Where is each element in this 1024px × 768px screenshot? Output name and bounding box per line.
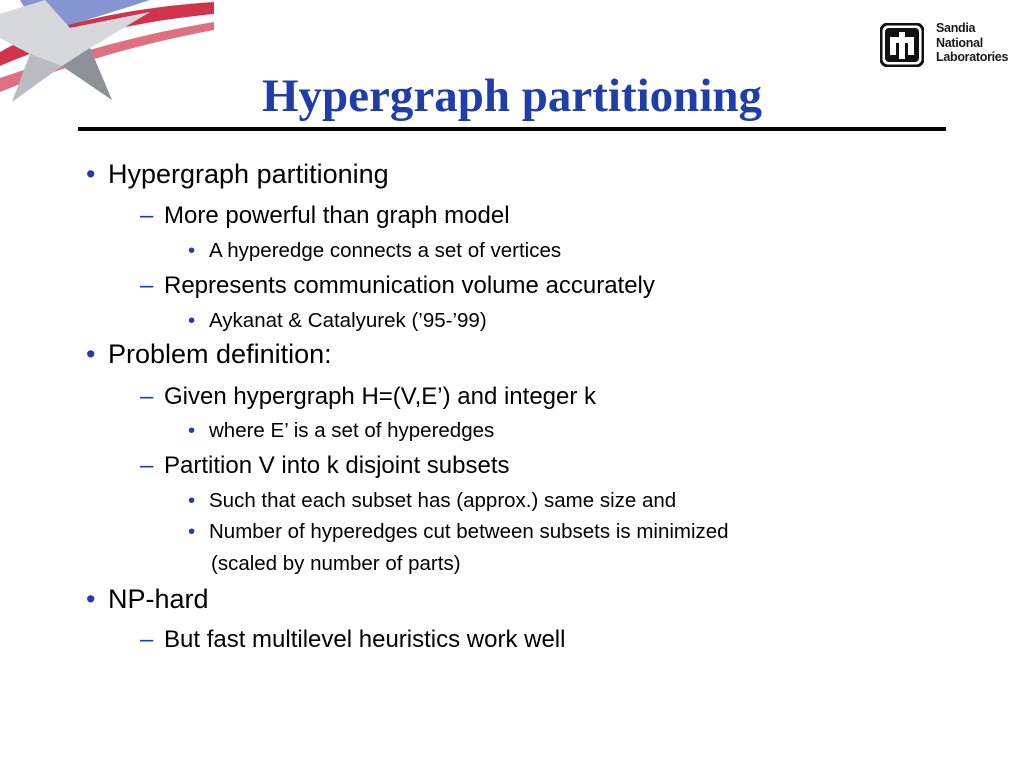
sub-bullet-item: [140, 626, 565, 654]
bullet-marker: •: [188, 239, 196, 262]
title-divider: [78, 127, 946, 131]
bullet-item: [86, 339, 332, 370]
bullet-item: [86, 159, 389, 190]
sub-bullet-item: [140, 452, 510, 480]
bullet-continuation: [211, 552, 461, 576]
sub-sub-bullet-item: [188, 419, 494, 443]
bullet-text: where E’ is a set of hyperedges: [209, 419, 495, 442]
sub-bullet-item: [140, 272, 655, 300]
bullet-marker: •: [188, 419, 196, 442]
bullet-marker: •: [86, 159, 96, 189]
sub-sub-bullet-item: [188, 239, 561, 263]
bullet-text: Such that each subset has (approx.) same size and: [209, 489, 677, 512]
logo-line-1: Sandia: [936, 21, 976, 35]
slide-title: Hypergraph partitioning: [261, 70, 763, 122]
sub-sub-bullet-item: [188, 309, 487, 333]
bullet-text: Represents communication volume accurately: [164, 272, 655, 299]
bullet-text: Aykanat & Catalyurek (’95-’99): [209, 309, 487, 332]
bullet-text: NP-hard: [108, 584, 209, 614]
bullet-item: [86, 584, 209, 615]
bullet-marker: •: [188, 520, 196, 543]
sub-sub-bullet-item: [188, 489, 676, 513]
logo-line-3: Laboratories: [936, 50, 1009, 64]
bullet-marker: •: [188, 489, 196, 512]
dash-marker: –: [140, 272, 154, 299]
bullet-marker: •: [86, 584, 96, 614]
bullet-text: A hyperedge connects a set of vertices: [209, 239, 562, 262]
sandia-thunderbird-icon: [880, 23, 924, 67]
bullet-marker: •: [86, 339, 96, 369]
bullet-text: Partition V into k disjoint subsets: [164, 452, 510, 479]
bullet-text: But fast multilevel heuristics work well: [164, 626, 566, 653]
bullet-text: Hypergraph partitioning: [108, 159, 389, 189]
dash-marker: –: [140, 452, 154, 479]
bullet-text: More powerful than graph model: [164, 202, 510, 229]
dash-marker: –: [140, 383, 154, 410]
dash-marker: –: [140, 202, 154, 229]
sandia-logo: [880, 20, 1008, 70]
bullet-text: Problem definition:: [108, 339, 332, 369]
bullet-text: Number of hyperedges cut between subsets is minimized: [209, 520, 729, 543]
bullet-text: Given hypergraph H=(V,E’) and integer k: [164, 383, 597, 410]
bullet-marker: •: [188, 309, 196, 332]
logo-line-2: National: [936, 35, 983, 50]
sub-bullet-item: [140, 383, 596, 411]
bullet-text: (scaled by number of parts): [211, 552, 461, 575]
logo-wordmark: [936, 21, 1008, 65]
sub-bullet-item: [140, 202, 510, 230]
sub-sub-bullet-item: [188, 520, 729, 544]
dash-marker: –: [140, 626, 154, 653]
